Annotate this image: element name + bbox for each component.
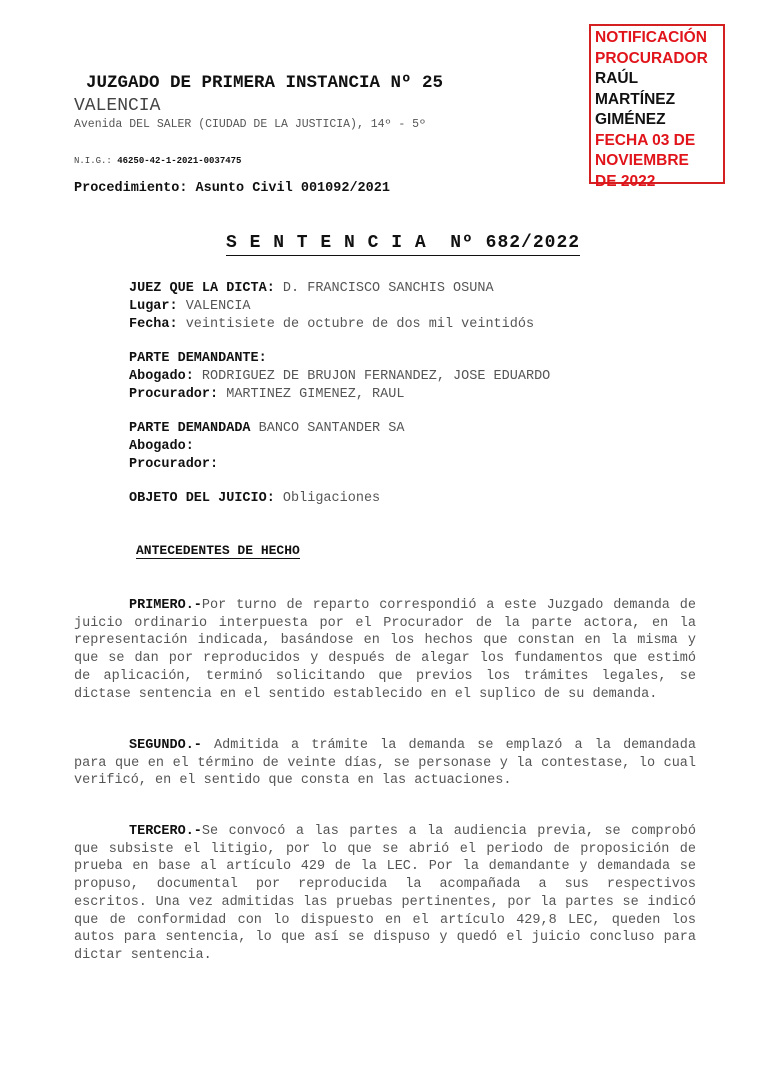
date-value: veintisiete de octubre de dos mil veintidós — [177, 317, 535, 332]
stamp-line: NOVIEMBRE — [595, 152, 689, 169]
paragraph-text: Admitida a trámite la demanda se emplazó a la demandada para que en el término de veinte días, se personase y la contestase, lo cual verificó, en el sentido que consta en las actuaciones. — [74, 738, 696, 789]
date-label: Fecha: — [129, 317, 178, 332]
object-value: Obligaciones — [274, 491, 381, 506]
stamp-line: DE 2022 — [595, 172, 656, 190]
stamp-line: GIMÉNEZ — [595, 111, 666, 128]
defendant-attorney-label: Procurador: — [129, 457, 219, 472]
paragraph-label: TERCERO.- — [129, 824, 202, 839]
plaintiff-lawyer-value: RODRIGUEZ DE BRUJON FERNANDEZ, JOSE EDUARDO — [193, 369, 551, 384]
plaintiff-lawyer-row — [129, 368, 550, 386]
court-city: VALENCIA — [74, 96, 161, 116]
defendant-lawyer-label: Abogado: — [129, 439, 194, 454]
procedure: Procedimiento: Asunto Civil 001092/2021 — [74, 181, 390, 196]
paragraph-primero — [74, 597, 696, 703]
plaintiff-attorney-value: MARTINEZ GIMENEZ, RAUL — [218, 387, 405, 402]
object-label: OBJETO DEL JUICIO: — [129, 491, 275, 506]
nig-label: N.I.G.: — [74, 156, 112, 166]
court-name: JUZGADO DE PRIMERA INSTANCIA Nº 25 — [86, 73, 444, 93]
plaintiff-row — [129, 350, 267, 368]
defendant-value: BANCO SANTANDER SA — [250, 421, 405, 436]
defendant-label: PARTE DEMANDADA — [129, 421, 251, 436]
nig-number — [74, 156, 241, 166]
paragraph-text: Se convocó a las partes a la audiencia previa, se comprobó que subsiste el litigio, por lo que se abrió el periodo de proposición de prueba en base al artículo 429 de la LEC. Por la demandante y demandada se propuso, documental por reproducida la acompañada a sus respectivos escritos. Una vez admitidas las pruebas pertinentes, por la partes se indicó que de conformidad con lo dispuesto en el artículo 429,8 LEC, queden los autos para sentencia, lo que así se dispuso y quedó el juicio concluso para dictar sentencia. — [74, 824, 696, 963]
plaintiff-attorney-label: Procurador: — [129, 387, 219, 402]
date-row — [129, 316, 534, 334]
plaintiff-lawyer-label: Abogado: — [129, 369, 194, 384]
court-address: Avenida DEL SALER (CIUDAD DE LA JUSTICIA), 14º - 5º — [74, 118, 426, 131]
defendant-lawyer-row — [129, 438, 194, 456]
notification-stamp — [589, 24, 725, 190]
place-value: VALENCIA — [177, 299, 251, 314]
place-row — [129, 298, 251, 316]
section-heading: ANTECEDENTES DE HECHO — [136, 543, 300, 558]
stamp-line: PROCURADOR — [595, 49, 708, 67]
nig-value: 46250-42-1-2021-0037475 — [117, 156, 242, 166]
sentence-title: S E N T E N C I A Nº 682/2022 — [226, 233, 580, 256]
defendant-row — [129, 420, 404, 438]
paragraph-segundo — [74, 737, 696, 790]
stamp-line: MARTÍNEZ — [595, 90, 676, 108]
judge-row — [129, 280, 494, 298]
plaintiff-attorney-row — [129, 386, 404, 404]
plaintiff-label: PARTE DEMANDANTE: — [129, 351, 267, 366]
paragraph-text: Por turno de reparto correspondió a este Juzgado demanda de juicio ordinario interpuesta por el Procurador de la parte actora, en la representación indicada, basándose en los hechos que constan en la misma y que se dan por reproducidos y después de alegar los fundamentos que estimó de aplicación, terminó solicitando que previos los trámites legales, se dictase sentencia en el sentido establecido en el suplico de su demanda. — [74, 598, 696, 702]
judge-value: D. FRANCISCO SANCHIS OSUNA — [274, 281, 494, 296]
paragraph-tercero — [74, 823, 696, 965]
stamp-line: RAÚL — [595, 70, 639, 87]
stamp-line: NOTIFICACIÓN — [595, 29, 707, 46]
paragraph-label: SEGUNDO.- — [129, 738, 202, 753]
place-label: Lugar: — [129, 299, 178, 314]
defendant-attorney-row — [129, 456, 218, 474]
stamp-line: FECHA 03 DE — [595, 131, 696, 149]
paragraph-label: PRIMERO.- — [129, 598, 202, 613]
judge-label: JUEZ QUE LA DICTA: — [129, 281, 275, 296]
object-row — [129, 490, 380, 508]
